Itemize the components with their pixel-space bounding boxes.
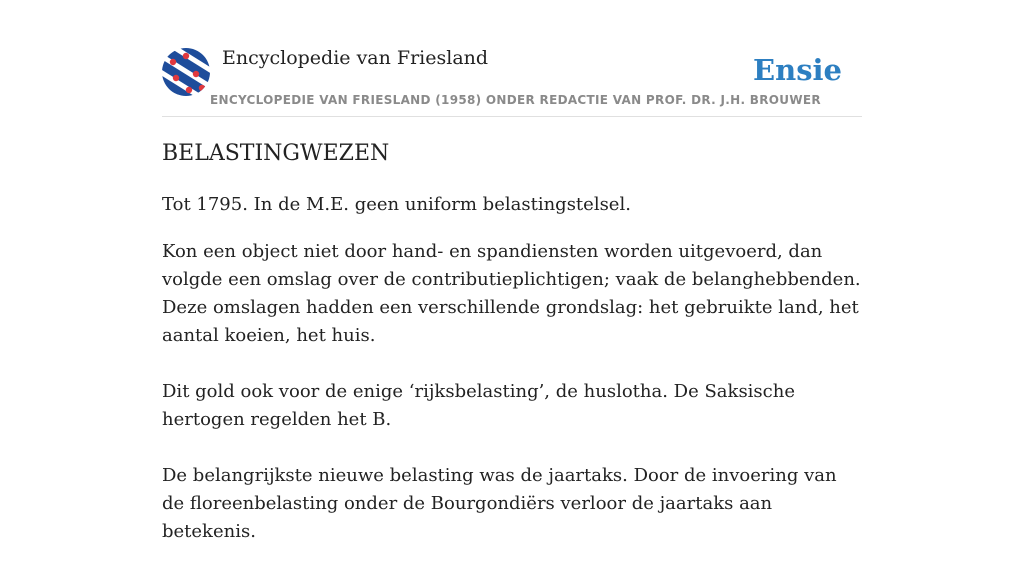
article-paragraph: De belangrijkste nieuwe belasting was de jaartaks. Door de invoering van de floreenbelasting onder de Bourgondiërs verloor de jaartaks aan betekenis. xyxy=(162,465,837,542)
ensie-brand-link[interactable]: Ensie xyxy=(753,53,842,87)
site-header xyxy=(162,46,862,117)
site-subtitle: ENCYCLOPEDIE VAN FRIESLAND (1958) ONDER REDACTIE VAN PROF. DR. J.H. BROUWER xyxy=(210,93,821,107)
article-headword: BELASTINGWEZEN xyxy=(162,141,390,166)
article xyxy=(162,140,862,574)
site-title[interactable]: Encyclopedie van Friesland xyxy=(222,47,489,69)
article-paragraph: Kon een object niet door hand- en spandiensten worden uitgevoerd, dan volgde een omslag over de contributieplichtigen; vaak de belanghebbenden. Deze omslagen hadden een verschillende grondslag: het gebruikte land, het aantal koeien, het huis. xyxy=(162,241,861,346)
frisian-flag-icon[interactable] xyxy=(162,48,210,96)
article-paragraph: Dit gold ook voor de enige ‘rijksbelasting’, de huslotha. De Saksische hertogen regelden het B. xyxy=(162,381,795,430)
article-paragraph: Tot 1795. In de M.E. geen uniform belastingstelsel. xyxy=(162,194,631,215)
